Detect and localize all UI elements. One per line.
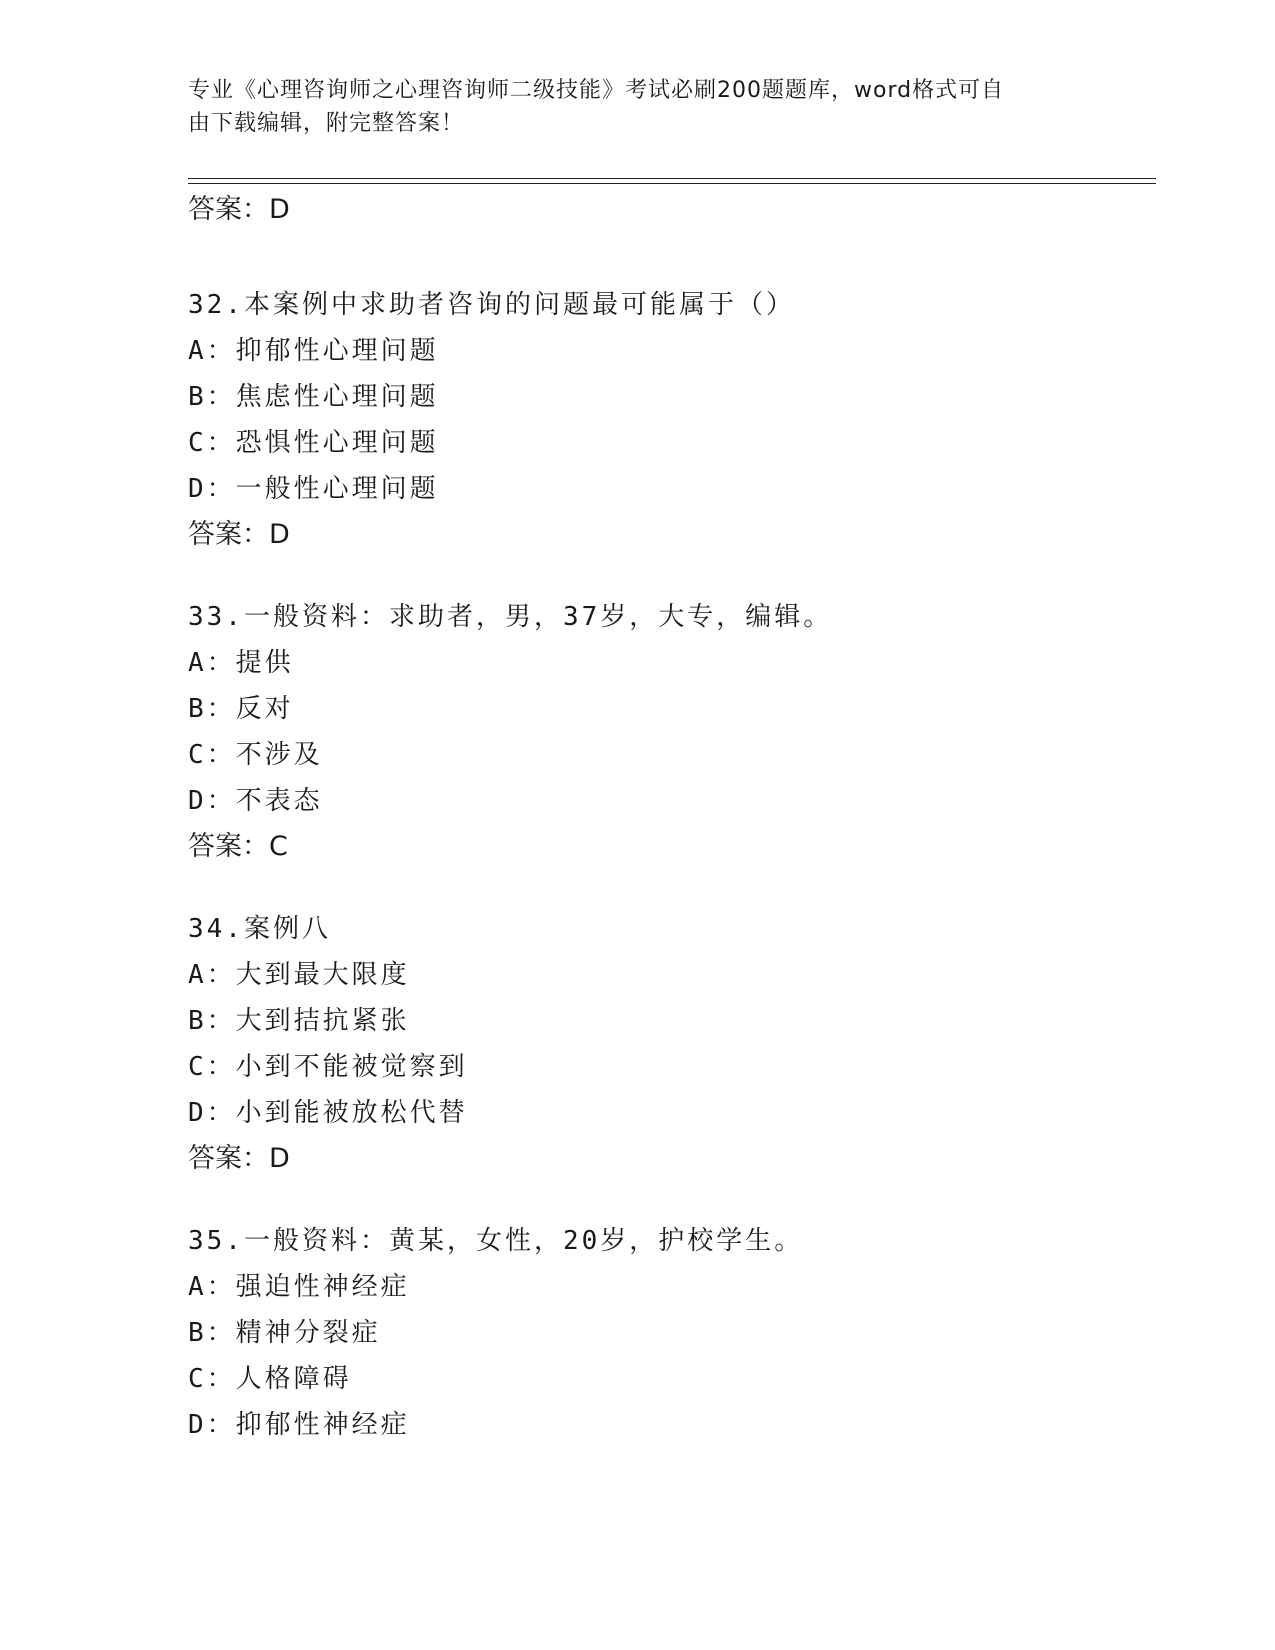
answer-line: 答案：D: [188, 1143, 290, 1174]
previous-answer: 答案：D: [188, 194, 290, 225]
option-b: B：反对: [188, 694, 294, 724]
option-b: B：精神分裂症: [188, 1318, 381, 1348]
question-35: [188, 1218, 1148, 1448]
option-c: C：小到不能被觉察到: [188, 1052, 468, 1082]
header-divider-top: [188, 178, 1156, 179]
header-line-2: 由下载编辑，附完整答案！: [188, 111, 465, 136]
option-c: C：人格障碍: [188, 1364, 352, 1394]
answer-line: 答案：C: [188, 831, 288, 862]
option-b: B：大到拮抗紧张: [188, 1006, 410, 1036]
option-a: A：大到最大限度: [188, 960, 410, 990]
option-d: D：一般性心理问题: [188, 474, 439, 504]
question-34: [188, 906, 1148, 1182]
question-stem: 35.一般资料：黄某，女性，20岁，护校学生。: [188, 1226, 804, 1256]
question-32: [188, 282, 1148, 558]
option-d: D：小到能被放松代替: [188, 1098, 468, 1128]
question-33: [188, 594, 1148, 870]
option-c: C：恐惧性心理问题: [188, 428, 439, 458]
question-stem: 32.本案例中求助者咨询的问题最可能属于（）: [188, 290, 795, 320]
header-line-1: 专业《心理咨询师之心理咨询师二级技能》考试必刷200题题库，word格式可自: [188, 78, 1005, 103]
question-list: [188, 282, 1148, 1484]
option-b: B：焦虑性心理问题: [188, 382, 439, 412]
question-stem: 33.一般资料：求助者，男，37岁，大专，编辑。: [188, 602, 833, 632]
option-a: A：提供: [188, 648, 294, 678]
option-c: C：不涉及: [188, 740, 323, 770]
option-d: D：不表态: [188, 786, 323, 816]
document-header: [188, 74, 1088, 140]
header-divider-bottom: [188, 183, 1156, 184]
question-stem: 34.案例八: [188, 914, 331, 944]
answer-line: 答案：D: [188, 519, 290, 550]
option-d: D：抑郁性神经症: [188, 1410, 410, 1440]
option-a: A：强迫性神经症: [188, 1272, 410, 1302]
option-a: A：抑郁性心理问题: [188, 336, 439, 366]
